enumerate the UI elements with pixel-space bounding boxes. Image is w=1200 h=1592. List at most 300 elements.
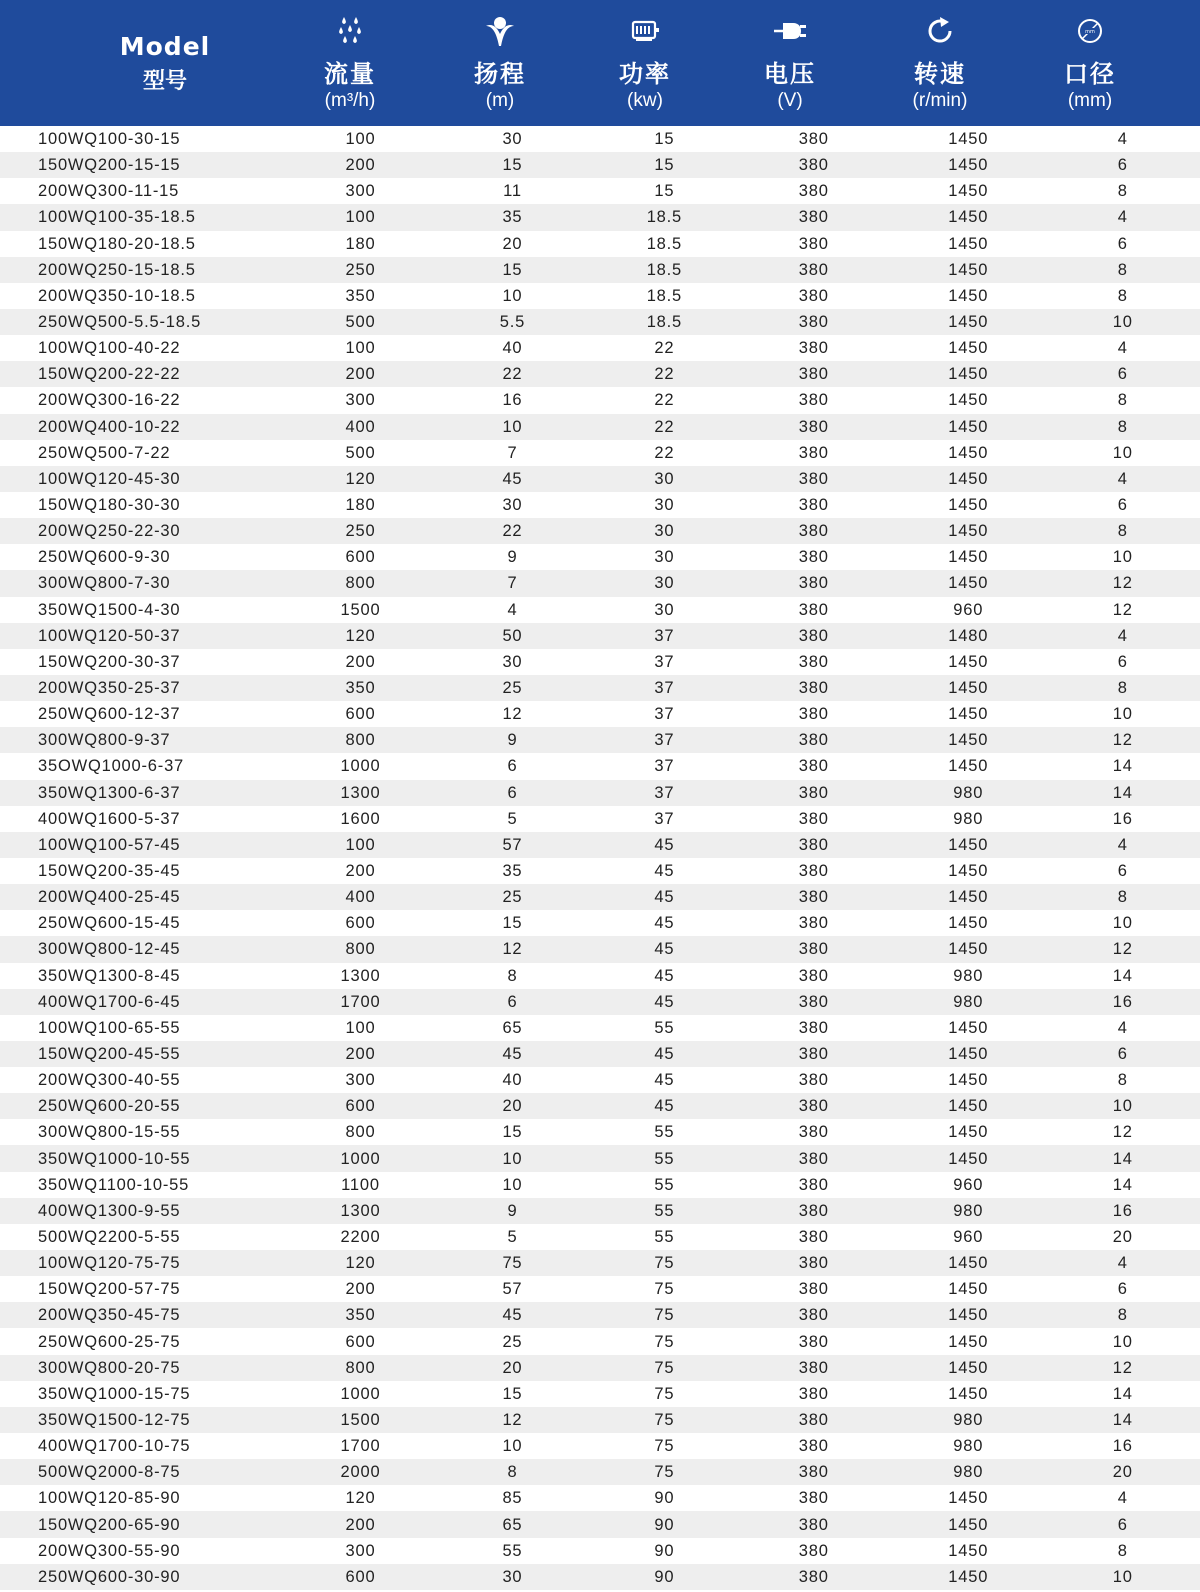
speed-cell: 960 <box>953 1227 984 1246</box>
header-caliber <box>1020 0 1160 126</box>
motor-icon <box>628 14 662 48</box>
flow-cell: 1300 <box>340 966 381 985</box>
model-cell: 400WQ1600-5-37 <box>38 809 181 828</box>
water-drops-icon <box>333 14 367 48</box>
flow-cell: 1700 <box>288 989 432 1015</box>
head-cell: 30 <box>433 1564 593 1590</box>
model-cell: 150WQ180-20-18.5 <box>38 234 196 253</box>
flow-cell: 800 <box>345 1123 376 1142</box>
table-row <box>0 335 1200 361</box>
head-cell: 20 <box>433 1355 593 1381</box>
model-cell: 200WQ350-10-18.5 <box>38 286 196 305</box>
power-cell: 45 <box>654 1071 675 1090</box>
flow-cell: 250 <box>288 257 432 283</box>
speed-cell: 1450 <box>891 675 1046 701</box>
head-cell: 12 <box>433 1407 593 1433</box>
caliber-cell: 12 <box>1045 570 1200 596</box>
header-speed <box>870 0 1010 126</box>
head-cell: 6 <box>433 780 593 806</box>
head-cell: 5 <box>507 809 518 828</box>
header-caliber-unit: (mm) <box>1067 90 1113 111</box>
head-cell: 6 <box>507 757 518 776</box>
power-cell: 90 <box>592 1511 736 1537</box>
model-cell: 250WQ600-12-37 <box>38 705 181 724</box>
caliber-cell: 16 <box>1112 1437 1133 1456</box>
model-cell: 500WQ2200-5-55 <box>38 1227 181 1246</box>
flow-cell: 300 <box>345 1541 376 1560</box>
model-cell: 350WQ1300-6-37 <box>0 780 288 806</box>
table-row <box>0 492 1200 518</box>
table-row <box>0 570 1200 596</box>
caliber-cell: 14 <box>1112 1175 1133 1194</box>
speed-cell: 1450 <box>891 1511 1046 1537</box>
head-cell: 15 <box>433 152 593 178</box>
power-cell: 18.5 <box>592 204 736 230</box>
voltage-cell: 380 <box>736 832 891 858</box>
flow-cell: 1600 <box>340 809 381 828</box>
flow-cell: 1700 <box>340 1437 381 1456</box>
flow-cell: 120 <box>288 1250 432 1276</box>
power-cell: 45 <box>654 862 675 880</box>
voltage-cell: 380 <box>798 1541 829 1560</box>
speed-cell: 1450 <box>891 1093 1046 1119</box>
flow-cell: 800 <box>288 727 432 753</box>
power-cell: 75 <box>592 1355 736 1381</box>
table-row <box>0 884 1200 910</box>
model-cell: 250WQ500-7-22 <box>38 443 171 462</box>
head-cell: 16 <box>502 391 523 410</box>
model-cell: 150WQ200-22-22 <box>0 361 288 387</box>
flow-cell: 100 <box>345 339 376 358</box>
flow-cell: 200 <box>345 862 376 880</box>
power-cell: 55 <box>654 1123 675 1142</box>
speed-cell: 1450 <box>891 309 1046 335</box>
caliber-cell: 12 <box>1045 727 1200 753</box>
caliber-cell: 6 <box>1045 1511 1200 1537</box>
power-cell: 75 <box>654 1437 675 1456</box>
speed-cell: 1450 <box>948 339 989 358</box>
flow-cell: 120 <box>288 623 432 649</box>
power-cell: 75 <box>592 1302 736 1328</box>
power-cell: 37 <box>592 623 736 649</box>
head-cell: 20 <box>502 234 523 253</box>
head-cell: 12 <box>433 936 593 962</box>
power-cell: 22 <box>592 361 736 387</box>
power-cell: 30 <box>654 600 675 619</box>
voltage-cell: 380 <box>798 1123 829 1142</box>
model-cell: 250WQ500-5.5-18.5 <box>0 309 288 335</box>
model-cell: 200WQ250-15-18.5 <box>0 257 288 283</box>
caliber-cell: 12 <box>1045 1355 1200 1381</box>
header-speed-label: 转速 <box>914 60 966 88</box>
power-cell: 55 <box>654 1227 675 1246</box>
power-cell: 37 <box>654 652 675 671</box>
model-cell: 100WQ120-50-37 <box>0 623 288 649</box>
flow-cell: 2000 <box>288 1459 432 1485</box>
model-cell: 250WQ600-15-45 <box>38 914 181 933</box>
head-cell: 45 <box>433 1302 593 1328</box>
speed-cell: 1450 <box>948 1018 989 1037</box>
flow-cell: 100 <box>345 1018 376 1037</box>
speed-cell: 1450 <box>891 414 1046 440</box>
caliber-cell: 16 <box>1045 989 1200 1015</box>
head-cell: 15 <box>502 914 523 933</box>
flow-cell: 200 <box>345 652 376 671</box>
flow-cell: 1000 <box>340 757 381 776</box>
head-cell: 22 <box>433 361 593 387</box>
speed-cell: 980 <box>953 1437 984 1456</box>
speed-cell: 1450 <box>891 727 1046 753</box>
model-cell: 35OWQ1000-6-37 <box>38 757 185 776</box>
caliber-cell: 14 <box>1045 1145 1200 1171</box>
speed-cell: 1450 <box>891 1564 1046 1590</box>
head-cell: 25 <box>433 675 593 701</box>
spec-table <box>0 126 1200 1590</box>
header-power-label: 功率 <box>619 60 671 88</box>
power-cell: 22 <box>654 443 675 462</box>
model-cell: 200WQ300-55-90 <box>38 1541 181 1560</box>
caliber-cell: 4 <box>1117 130 1128 149</box>
flow-cell: 400 <box>288 884 432 910</box>
model-cell: 100WQ100-65-55 <box>38 1018 181 1037</box>
speed-cell: 1450 <box>891 1355 1046 1381</box>
voltage-cell: 380 <box>798 1227 829 1246</box>
caliber-cell: 12 <box>1112 1123 1133 1142</box>
speed-cell: 1450 <box>948 443 989 462</box>
speed-cell: 1450 <box>891 152 1046 178</box>
voltage-cell: 380 <box>736 1564 891 1590</box>
voltage-cell: 380 <box>736 152 891 178</box>
voltage-cell: 380 <box>736 361 891 387</box>
flow-cell: 800 <box>288 1355 432 1381</box>
header-head <box>430 0 570 126</box>
flow-cell: 120 <box>288 466 432 492</box>
voltage-cell: 380 <box>798 652 829 671</box>
table-row <box>0 309 1200 335</box>
voltage-cell: 380 <box>798 339 829 358</box>
table-row <box>0 1355 1200 1381</box>
power-cell: 45 <box>592 884 736 910</box>
table-row <box>0 1407 1200 1433</box>
voltage-cell: 380 <box>736 780 891 806</box>
head-cell: 40 <box>502 1071 523 1090</box>
speed-cell: 1450 <box>948 130 989 149</box>
svg-text:mm: mm <box>1085 29 1095 35</box>
speed-cell: 1450 <box>948 1332 989 1351</box>
caliber-cell: 10 <box>1045 1564 1200 1590</box>
head-cell: 55 <box>502 1541 523 1560</box>
table-row <box>0 701 1200 727</box>
table-row <box>0 1067 1200 1093</box>
voltage-cell: 380 <box>736 466 891 492</box>
model-cell: 300WQ800-9-37 <box>0 727 288 753</box>
model-cell: 400WQ1300-9-55 <box>0 1198 288 1224</box>
voltage-cell: 380 <box>798 1332 829 1351</box>
speed-cell: 1450 <box>948 1280 989 1299</box>
model-cell: 150WQ200-45-55 <box>0 1041 288 1067</box>
speed-cell: 1450 <box>948 1489 989 1508</box>
voltage-cell: 380 <box>736 1198 891 1224</box>
header-flow-unit: (m³/h) <box>324 90 376 111</box>
flow-cell: 200 <box>288 1041 432 1067</box>
voltage-cell: 380 <box>736 204 891 230</box>
model-cell: 300WQ800-15-55 <box>38 1123 181 1142</box>
voltage-cell: 380 <box>736 727 891 753</box>
table-row <box>0 1145 1200 1171</box>
table-row <box>0 780 1200 806</box>
caliber-cell: 8 <box>1045 257 1200 283</box>
table-row <box>0 858 1200 884</box>
head-cell: 15 <box>502 1384 523 1403</box>
model-cell: 150WQ200-57-75 <box>38 1280 181 1299</box>
caliber-cell: 14 <box>1112 966 1133 985</box>
header-caliber-label: 口径 <box>1064 60 1116 88</box>
table-row <box>0 152 1200 178</box>
flow-cell: 500 <box>345 443 376 462</box>
head-cell: 9 <box>433 1198 593 1224</box>
model-cell: 150WQ200-65-90 <box>0 1511 288 1537</box>
head-cell: 45 <box>433 466 593 492</box>
caliber-cell: 8 <box>1045 675 1200 701</box>
power-cell: 75 <box>592 1459 736 1485</box>
table-row <box>0 361 1200 387</box>
head-cell: 6 <box>433 989 593 1015</box>
caliber-cell: 6 <box>1045 361 1200 387</box>
power-cell: 15 <box>592 152 736 178</box>
power-cell: 30 <box>654 548 675 567</box>
head-cell: 30 <box>502 652 523 671</box>
power-cell: 37 <box>592 727 736 753</box>
table-row <box>0 544 1200 570</box>
flow-cell: 300 <box>345 182 376 201</box>
table-row <box>0 989 1200 1015</box>
speed-cell: 1450 <box>948 652 989 671</box>
flow-cell: 1500 <box>288 1407 432 1433</box>
voltage-cell: 380 <box>736 309 891 335</box>
power-cell: 90 <box>654 1541 675 1560</box>
table-row <box>0 597 1200 623</box>
flow-cell: 600 <box>345 1332 376 1351</box>
voltage-cell: 380 <box>798 1071 829 1090</box>
power-cell: 18.5 <box>592 309 736 335</box>
speed-cell: 1480 <box>891 623 1046 649</box>
voltage-cell: 380 <box>736 1459 891 1485</box>
model-cell: 350WQ1500-12-75 <box>0 1407 288 1433</box>
power-cell: 45 <box>654 914 675 933</box>
speed-cell: 960 <box>953 600 984 619</box>
caliber-cell: 6 <box>1045 152 1200 178</box>
head-cell: 15 <box>433 257 593 283</box>
table-row <box>0 231 1200 257</box>
header-model-cn: 型号 <box>142 69 187 94</box>
caliber-cell: 6 <box>1117 496 1128 515</box>
model-cell: 350WQ1300-8-45 <box>38 966 181 985</box>
voltage-cell: 380 <box>798 600 829 619</box>
speed-cell: 1450 <box>948 286 989 305</box>
table-row <box>0 675 1200 701</box>
head-cell: 57 <box>433 832 593 858</box>
flow-cell: 300 <box>345 1071 376 1090</box>
table-row <box>0 1302 1200 1328</box>
table-row <box>0 1433 1200 1459</box>
speed-cell: 1450 <box>948 234 989 253</box>
speed-cell: 1450 <box>948 391 989 410</box>
flow-cell: 180 <box>345 496 376 515</box>
model-cell: 200WQ300-11-15 <box>38 182 180 201</box>
caliber-cell: 14 <box>1112 757 1133 776</box>
header-voltage-label: 电压 <box>764 60 816 88</box>
voltage-cell: 380 <box>798 914 829 933</box>
voltage-cell: 380 <box>736 257 891 283</box>
head-cell: 4 <box>507 600 518 619</box>
power-cell: 15 <box>654 182 675 201</box>
head-cell: 50 <box>433 623 593 649</box>
table-row <box>0 1224 1200 1250</box>
caliber-cell: 10 <box>1112 443 1133 462</box>
voltage-cell: 380 <box>798 705 829 724</box>
head-cell: 57 <box>502 1280 523 1299</box>
head-cell: 35 <box>433 204 593 230</box>
flow-cell: 350 <box>288 1302 432 1328</box>
caliber-cell: 8 <box>1117 286 1128 305</box>
caliber-cell: 4 <box>1117 1489 1128 1508</box>
caliber-cell: 10 <box>1112 705 1133 724</box>
caliber-cell: 4 <box>1045 1250 1200 1276</box>
model-cell: 100WQ100-35-18.5 <box>0 204 288 230</box>
flow-cell: 800 <box>288 936 432 962</box>
flow-cell: 800 <box>288 570 432 596</box>
power-cell: 45 <box>592 1041 736 1067</box>
voltage-cell: 380 <box>736 518 891 544</box>
flow-cell: 600 <box>345 914 376 933</box>
voltage-cell: 380 <box>736 675 891 701</box>
fountain-icon <box>483 14 517 48</box>
caliber-cell: 20 <box>1045 1459 1200 1485</box>
caliber-cell: 6 <box>1117 862 1128 880</box>
flow-cell: 400 <box>288 414 432 440</box>
header-voltage <box>720 0 860 126</box>
voltage-cell: 380 <box>736 884 891 910</box>
voltage-cell: 380 <box>736 1302 891 1328</box>
flow-cell: 350 <box>345 286 376 305</box>
speed-cell: 1450 <box>891 832 1046 858</box>
table-row <box>0 178 1200 204</box>
header-head-label: 扬程 <box>474 60 526 88</box>
head-cell: 10 <box>433 1145 593 1171</box>
model-cell: 250WQ600-25-75 <box>38 1332 181 1351</box>
flow-cell: 600 <box>288 1093 432 1119</box>
speed-cell: 980 <box>953 966 984 985</box>
table-row <box>0 623 1200 649</box>
table-row <box>0 1093 1200 1119</box>
table-row <box>0 1041 1200 1067</box>
power-cell: 45 <box>592 989 736 1015</box>
table-row <box>0 727 1200 753</box>
table-row <box>0 806 1200 832</box>
speed-cell: 1450 <box>948 757 989 776</box>
speed-cell: 980 <box>953 809 984 828</box>
head-cell: 30 <box>502 496 523 515</box>
head-cell: 10 <box>502 1175 523 1194</box>
header-speed-unit: (r/min) <box>912 90 968 111</box>
flow-cell: 100 <box>345 130 376 149</box>
model-cell: 350WQ1500-4-30 <box>38 600 181 619</box>
speed-cell: 1450 <box>891 1250 1046 1276</box>
head-cell: 35 <box>502 862 523 880</box>
power-cell: 30 <box>592 466 736 492</box>
speed-cell: 1450 <box>891 361 1046 387</box>
flow-cell: 200 <box>345 1280 376 1299</box>
head-cell: 40 <box>502 339 523 358</box>
power-cell: 75 <box>654 1280 675 1299</box>
table-row <box>0 1381 1200 1407</box>
flow-cell: 600 <box>345 548 376 567</box>
power-cell: 15 <box>654 130 675 149</box>
caliber-cell: 6 <box>1117 1280 1128 1299</box>
voltage-cell: 380 <box>736 414 891 440</box>
speed-cell: 1450 <box>948 705 989 724</box>
table-row <box>0 466 1200 492</box>
head-cell: 20 <box>433 1093 593 1119</box>
head-cell: 9 <box>507 548 518 567</box>
voltage-cell: 380 <box>798 809 829 828</box>
caliber-cell: 20 <box>1112 1227 1133 1246</box>
head-cell: 45 <box>433 1041 593 1067</box>
power-cell: 75 <box>654 1384 675 1403</box>
power-cell: 45 <box>592 936 736 962</box>
model-cell: 100WQ120-75-75 <box>0 1250 288 1276</box>
table-row <box>0 753 1200 779</box>
caliber-cell: 8 <box>1117 182 1128 201</box>
speed-cell: 1450 <box>891 204 1046 230</box>
header-head-unit: (m) <box>485 90 515 111</box>
table-row <box>0 1015 1200 1041</box>
caliber-cell: 10 <box>1045 309 1200 335</box>
table-row <box>0 1538 1200 1564</box>
caliber-cell: 10 <box>1045 1093 1200 1119</box>
flow-cell: 100 <box>288 204 432 230</box>
caliber-cell: 8 <box>1117 391 1128 410</box>
header-flow <box>280 0 420 126</box>
voltage-cell: 380 <box>736 1511 891 1537</box>
caliber-cell: 14 <box>1045 1407 1200 1433</box>
voltage-cell: 380 <box>798 391 829 410</box>
caliber-cell: 8 <box>1045 414 1200 440</box>
table-row <box>0 1485 1200 1511</box>
table-row <box>0 963 1200 989</box>
speed-cell: 1450 <box>891 1041 1046 1067</box>
table-row <box>0 126 1200 152</box>
voltage-cell: 380 <box>798 1018 829 1037</box>
model-cell: 100WQ100-30-15 <box>38 130 181 149</box>
caliber-cell: 4 <box>1045 204 1200 230</box>
caliber-cell: 6 <box>1117 652 1128 671</box>
power-cell: 37 <box>592 780 736 806</box>
head-cell: 10 <box>502 1437 523 1456</box>
flow-cell: 200 <box>288 152 432 178</box>
voltage-cell: 380 <box>798 130 829 149</box>
head-cell: 5.5 <box>433 309 593 335</box>
model-cell: 400WQ1700-10-75 <box>38 1437 191 1456</box>
caliber-cell: 14 <box>1045 780 1200 806</box>
speed-cell: 1450 <box>891 936 1046 962</box>
caliber-cell: 4 <box>1045 832 1200 858</box>
power-cell: 30 <box>654 496 675 515</box>
header-flow-label: 流量 <box>324 60 376 88</box>
head-cell: 10 <box>433 414 593 440</box>
voltage-cell: 380 <box>736 1041 891 1067</box>
power-cell: 30 <box>592 570 736 596</box>
